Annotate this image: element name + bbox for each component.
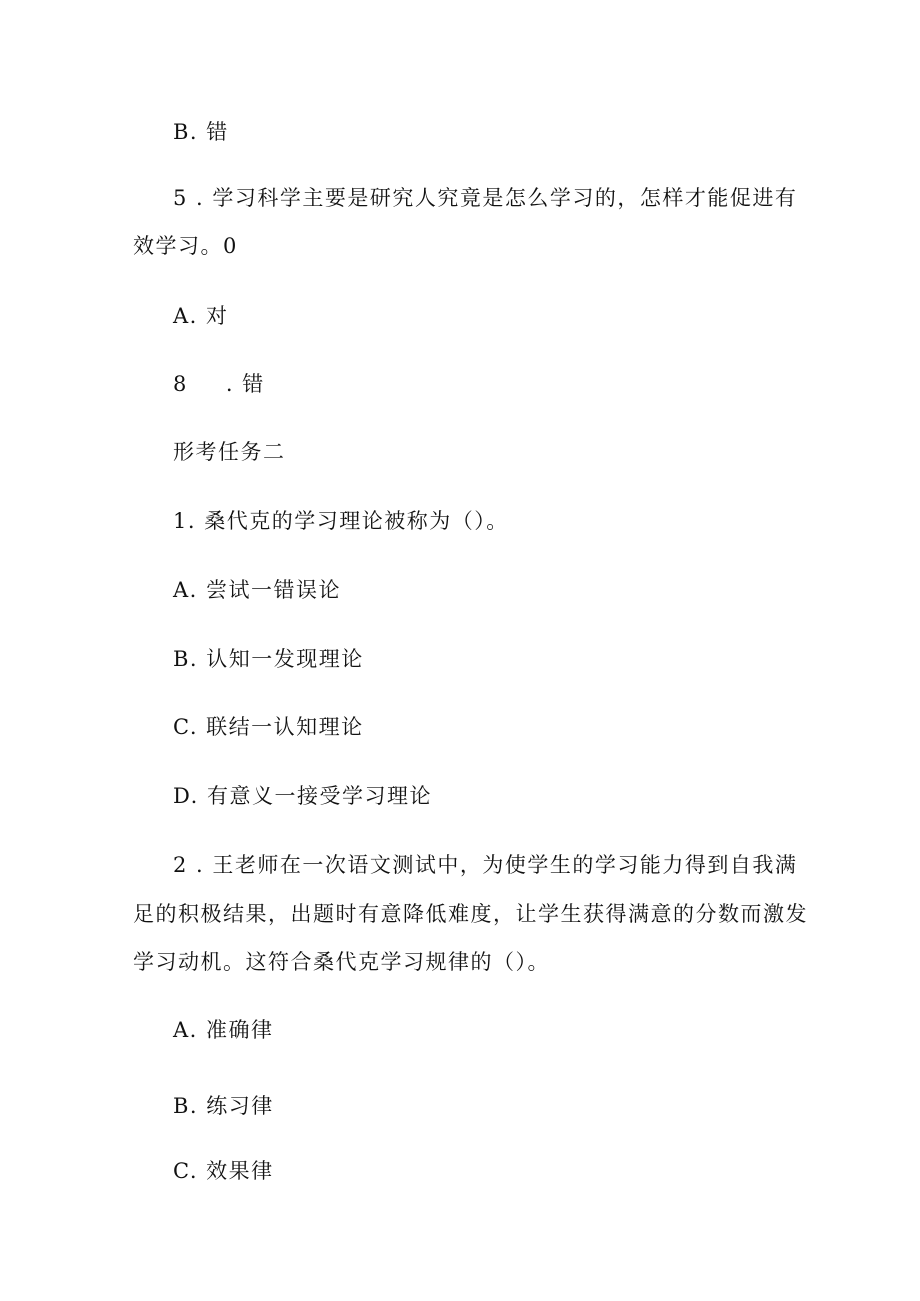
question-5-line-1: 5 . 学习科学主要是研究人究竟是怎么学习的，怎样才能促进有 (173, 186, 798, 210)
question-5-line-2: 效学习。0 (133, 234, 238, 258)
option-number: 8 (173, 372, 188, 396)
q1-option-d: D. 有意义一接受学习理论 (173, 784, 432, 808)
q1-option-b: B. 认知一发现理论 (173, 647, 364, 671)
question-2-line-3: 学习动机。这符合桑代克学习规律的（）。 (133, 950, 550, 974)
option-a-right: A. 对 (173, 304, 229, 328)
question-1: 1. 桑代克的学习理论被称为（）。 (173, 509, 509, 533)
q2-option-a: A. 准确律 (173, 1018, 274, 1042)
section-title: 形考任务二 (173, 440, 286, 464)
question-2-line-1: 2 . 王老师在一次语文测试中，为使学生的学习能力得到自我满 (173, 853, 798, 877)
question-2-line-2: 足的积极结果，出题时有意降低难度，让学生获得满意的分数而激发 (133, 902, 808, 926)
option-text: . 错 (225, 372, 265, 396)
option-b-wrong: B. 错 (173, 120, 229, 144)
q2-option-b: B. 练习律 (173, 1094, 274, 1118)
q2-option-c: C. 效果律 (173, 1159, 274, 1183)
option-8-wrong (173, 372, 265, 396)
q1-option-a: A. 尝试一错误论 (173, 578, 342, 602)
q1-option-c: C. 联结一认知理论 (173, 715, 364, 739)
